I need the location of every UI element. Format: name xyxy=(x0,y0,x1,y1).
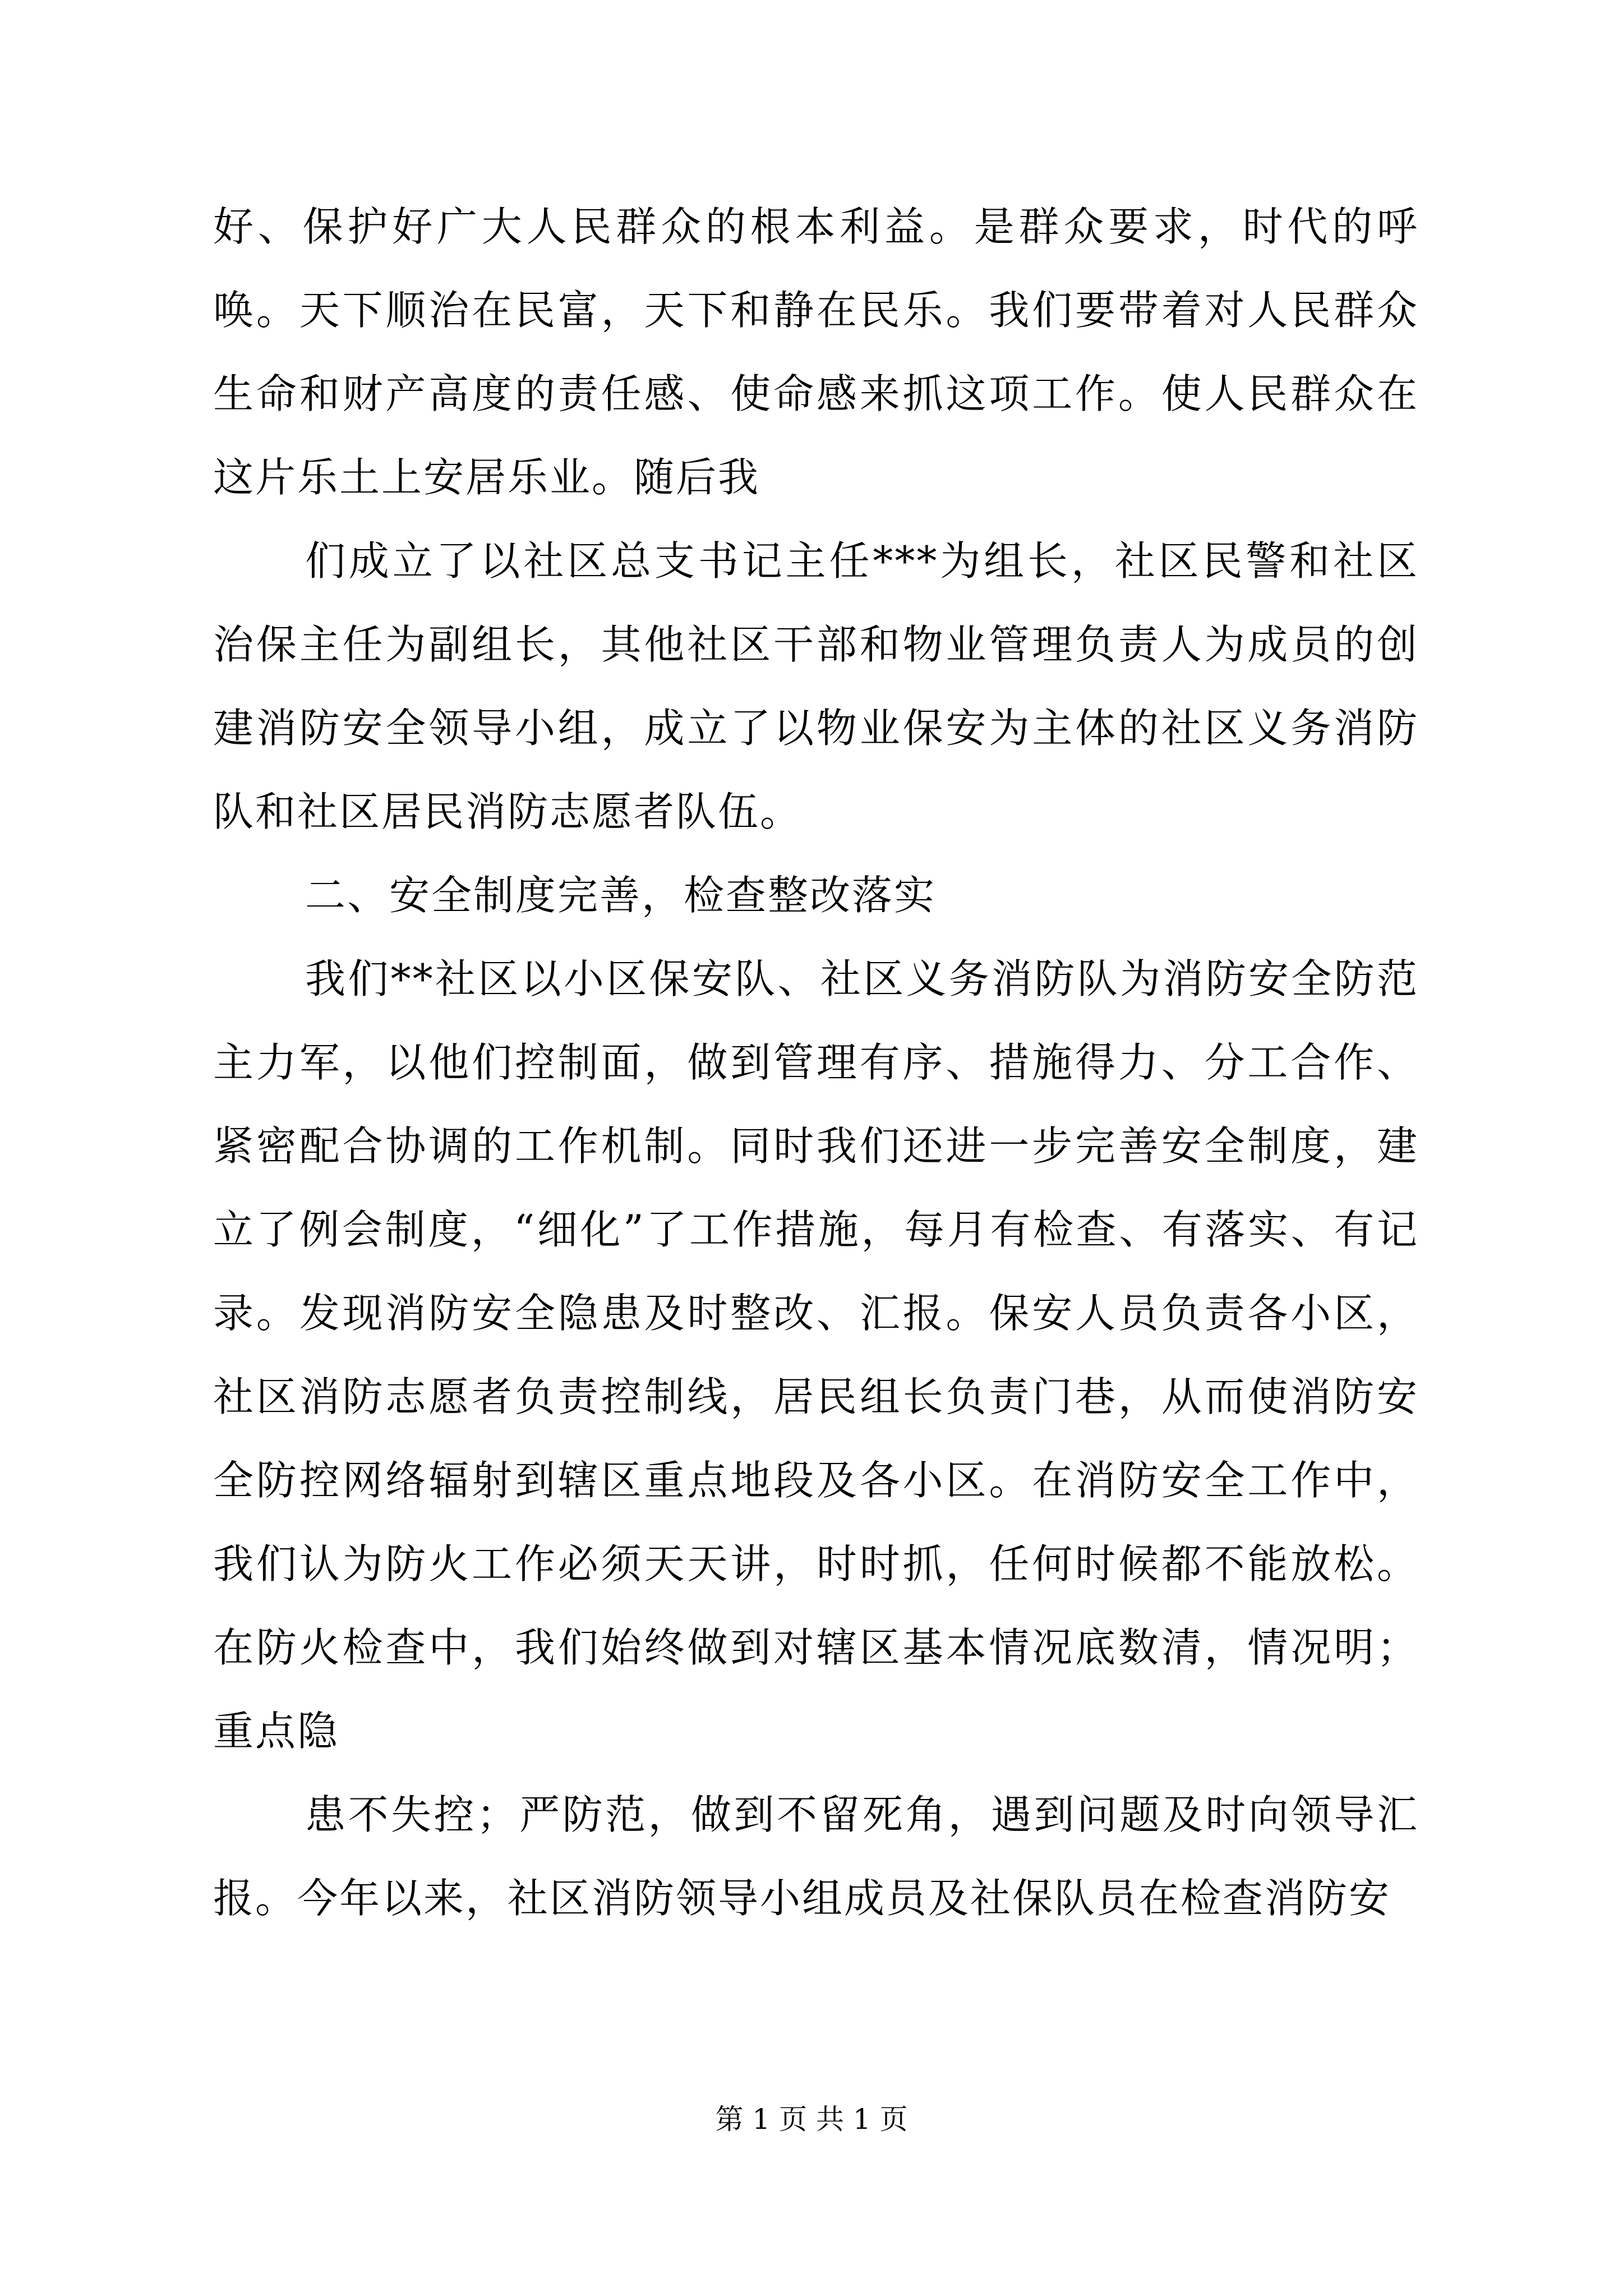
paragraph-2: 们成立了以社区总支书记主任***为组长，社区民警和社区治保主任为副组长，其他社区干部和物业管理负责人为成员的创建消防安全领导小组，成立了以物业保安为主体的社区义务消防队和社区居民消防志愿者队伍。 xyxy=(213,537,1419,835)
document-body xyxy=(213,185,1419,1940)
page-number-footer: 第 1 页 共 1 页 xyxy=(715,2103,908,2136)
section-heading: 二、安全制度完善，检查整改落实 xyxy=(305,872,937,919)
paragraph-1: 好、保护好广大人民群众的根本利益。是群众要求，时代的呼唤。天下顺治在民富，天下和静在民乐。我们要带着对人民群众生命和财产高度的责任感、使命感来抓这项工作。使人民群众在这片乐土上安居乐业。随后我 xyxy=(213,203,1419,501)
paragraph-4: 患不失控；严防范，做到不留死角，遇到问题及时向领导汇报。今年以来，社区消防领导小组成员及社保队员在检查消防安 xyxy=(213,1791,1419,1922)
paragraph-3: 我们**社区以小区保安队、社区义务消防队为消防安全防范主力军，以他们控制面，做到管理有序、措施得力、分工合作、紧密配合协调的工作机制。同时我们还进一步完善安全制度，建立了例会制度，“细化”了工作措施，每月有检查、有落实、有记录。发现消防安全隐患及时整改、汇报。保安人员负责各小区，社区消防志愿者负责控制线，居民组长负责门巷，从而使消防安全防控网络辐射到辖区重点地段及各小区。在消防安全工作中，我们认为防火工作必须天天讲，时时抓，任何时候都不能放松。在防火检查中，我们始终做到对辖区基本情况底数清，情况明；重点隐 xyxy=(213,955,1419,1755)
